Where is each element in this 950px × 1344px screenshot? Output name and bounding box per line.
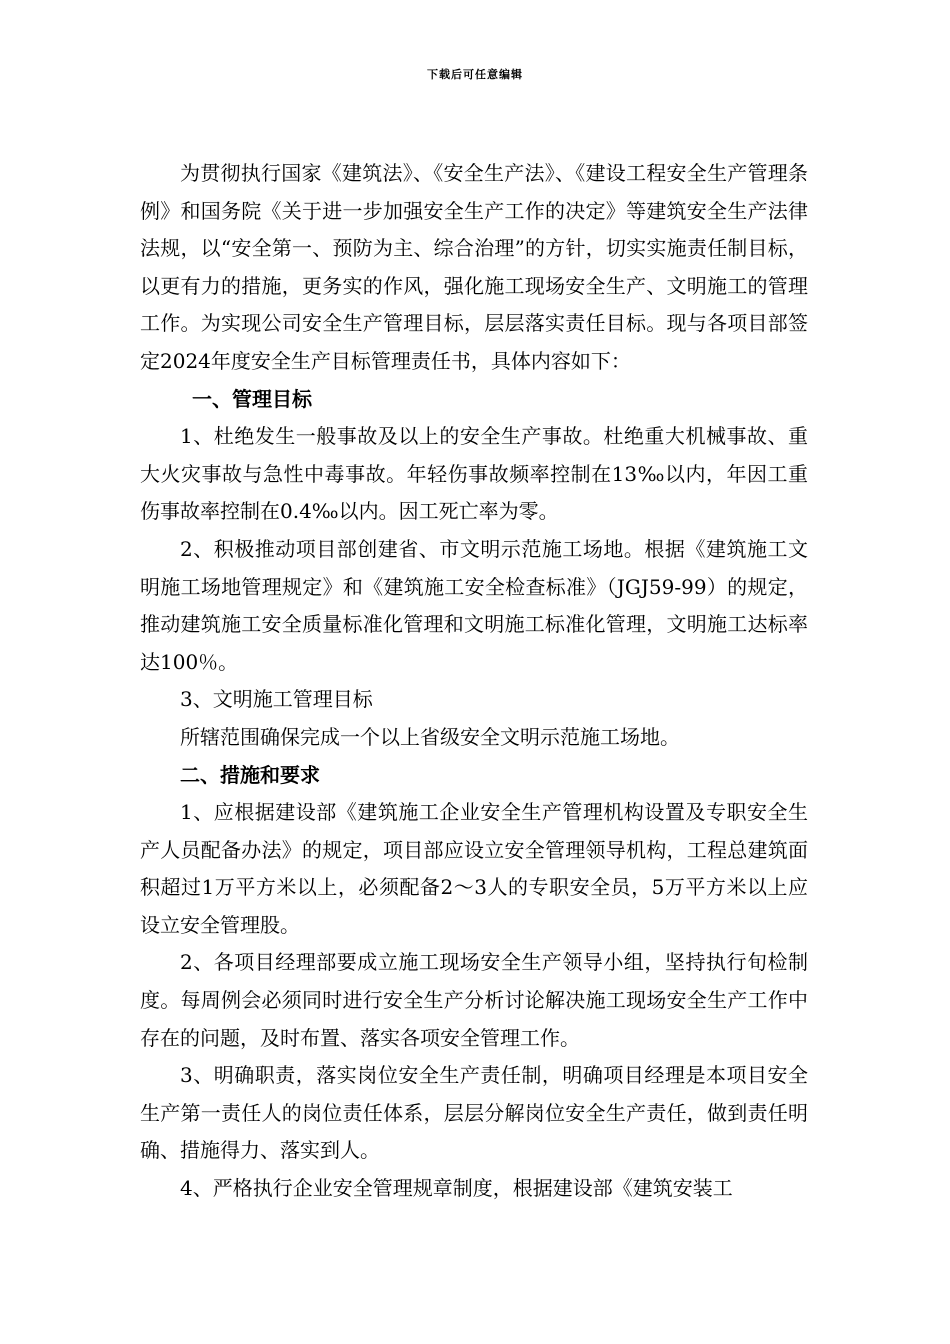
section-1-item-1: 1、杜绝发生一般事故及以上的安全生产事故。杜绝重大机械事故、重大火灾事故与急性中毒事故。年轻伤事故频率控制在13‰以内，年因工重伤事故率控制在0.4‰以内。因工死亡率为零。 — [140, 424, 808, 524]
section-1-item-2: 2、积极推动项目部创建省、市文明示范施工场地。根据《建筑施工文明施工场地管理规定》和《建筑施工安全检查标准》（JGJ59-99）的规定，推动建筑施工安全质量标准化管理和文明施工标准化管理，文明施工达标率达100％。 — [140, 536, 808, 674]
section-2-item-4: 4、严格执行企业安全管理规章制度，根据建设部《建筑安装工 — [180, 1176, 733, 1201]
section-2-heading: 二、措施和要求 — [180, 762, 320, 787]
section-2-item-1: 1、应根据建设部《建筑施工企业安全生产管理机构设置及专职安全生产人员配备办法》的规定，项目部应设立安全管理领导机构，工程总建筑面积超过1万平方米以上，必须配备2～3人的专职安全员，5万平方米以上应设立安全管理股。 — [140, 800, 808, 937]
document-body — [140, 155, 808, 1208]
section-1-item-3: 3、文明施工管理目标 — [180, 687, 373, 712]
download-note: 下载后可任意编辑 — [427, 68, 523, 81]
intro-paragraph: 为贯彻执行国家《建筑法》、《安全生产法》、《建设工程安全生产管理条例》和国务院《关于进一步加强安全生产工作的决定》等建筑安全生产法律法规，以“安全第一、预防为主、综合治理”的方针，切实实施责任制目标，以更有力的措施，更务实的作风，强化施工现场安全生产、文明施工的管理工作。为实现公司安全生产管理目标，层层落实责任目标。现与各项目部签定2024年度安全生产目标管理责任书，具体内容如下： — [140, 161, 808, 373]
section-2-item-2: 2、各项目经理部要成立施工现场安全生产领导小组，坚持执行旬检制度。每周例会必须同时进行安全生产分析讨论解决施工现场安全生产工作中存在的问题，及时布置、落实各项安全管理工作。 — [140, 950, 808, 1050]
section-1-item-3-detail: 所辖范围确保完成一个以上省级安全文明示范施工场地。 — [180, 724, 680, 749]
section-1-heading: 一、管理目标 — [192, 386, 312, 411]
section-2-item-3: 3、明确职责，落实岗位安全生产责任制，明确项目经理是本项目安全生产第一责任人的岗位责任体系，层层分解岗位安全生产责任，做到责任明确、措施得力、落实到人。 — [140, 1063, 808, 1163]
